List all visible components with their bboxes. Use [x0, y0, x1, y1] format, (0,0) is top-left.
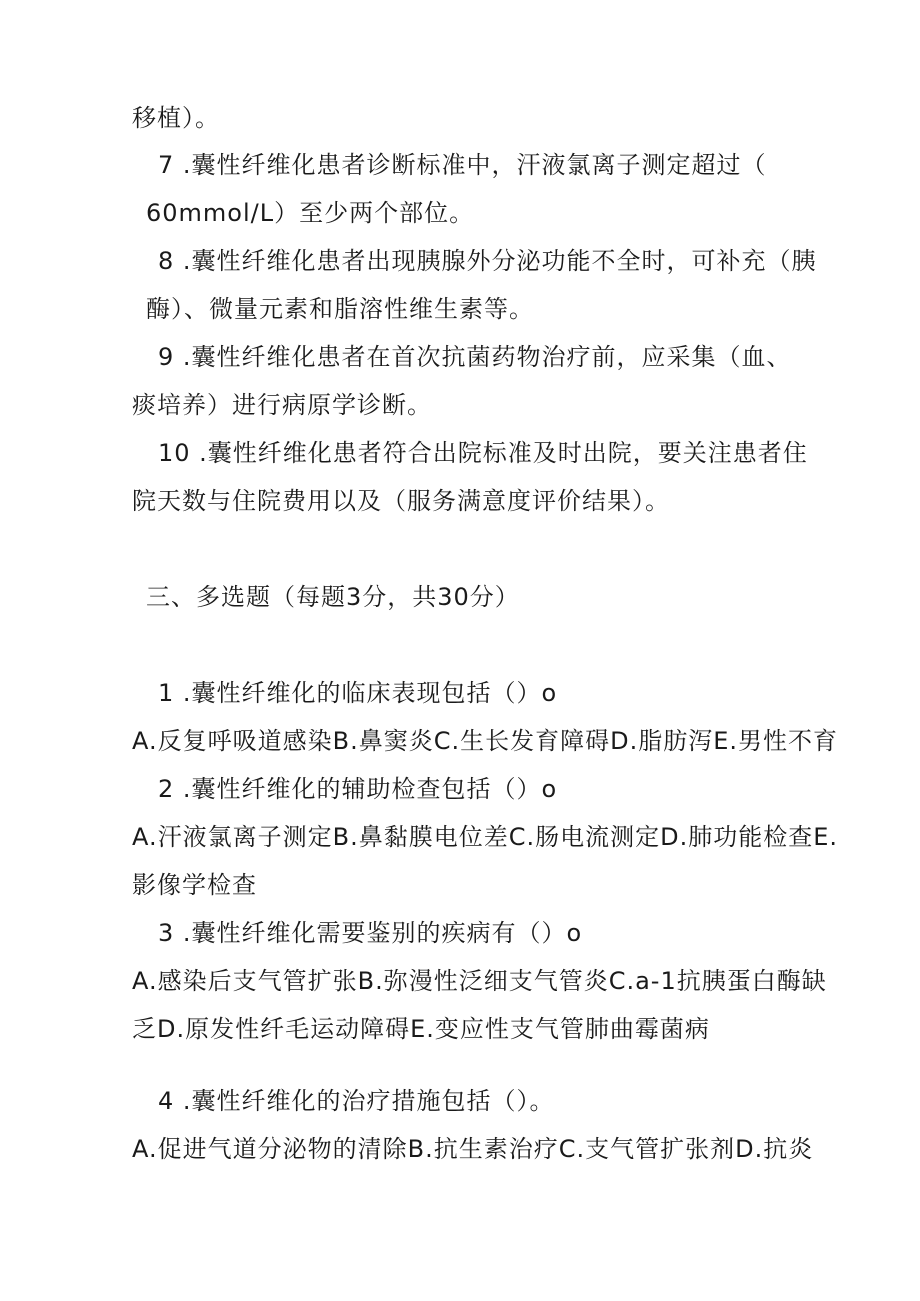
mcq-3-stem: 3 .囊性纤维化需要鉴别的疾病有（）o	[158, 919, 583, 947]
mcq-1-stem: 1 .囊性纤维化的临床表现包括（）o	[158, 679, 558, 707]
q6-tail-line: 移植）。	[132, 104, 220, 132]
q10-line-2: 院天数与住院费用以及（服务满意度评价结果）。	[132, 487, 670, 515]
mcq-2-options-line-1: A.汗液氯离子测定B.鼻黏膜电位差C.肠电流测定D.肺功能检查E.	[132, 823, 839, 851]
mcq-4-options: A.促进气道分泌物的清除B.抗生素治疗C.支气管扩张剂D.抗炎	[132, 1135, 814, 1163]
q9-line-2: 痰培养）进行病原学诊断。	[132, 391, 432, 419]
section-heading: 三、多选题（每题3分，共30分）	[146, 583, 520, 611]
q7-line-2: 60mmol/L）至少两个部位。	[146, 199, 475, 227]
q10-line-1: 10 .囊性纤维化患者符合出院标准及时出院，要关注患者住	[158, 439, 808, 467]
q9-line-1: 9 .囊性纤维化患者在首次抗菌药物治疗前，应采集（血、	[158, 343, 792, 371]
q8-line-1: 8 .囊性纤维化患者出现胰腺外分泌功能不全时，可补充（胰	[158, 247, 817, 275]
q8-line-2: 酶）、微量元素和脂溶性维生素等。	[146, 295, 534, 323]
mcq-2-stem: 2 .囊性纤维化的辅助检查包括（）o	[158, 775, 558, 803]
mcq-3-options-line-2: 乏D.原发性纤毛运动障碍E.变应性支气管肺曲霉菌病	[132, 1015, 710, 1043]
mcq-3-options-line-1: A.感染后支气管扩张B.弥漫性泛细支气管炎C.a-1抗胰蛋白酶缺	[132, 967, 827, 995]
q7-line-1: 7 .囊性纤维化患者诊断标准中，汗液氯离子测定超过（	[158, 151, 767, 179]
mcq-2-options-line-2: 影像学检查	[132, 871, 257, 899]
mcq-4-stem: 4 .囊性纤维化的治疗措施包括（）。	[158, 1087, 555, 1115]
mcq-1-options: A.反复呼吸道感染B.鼻窦炎C.生长发育障碍D.脂肪泻E.男性不育	[132, 727, 839, 755]
